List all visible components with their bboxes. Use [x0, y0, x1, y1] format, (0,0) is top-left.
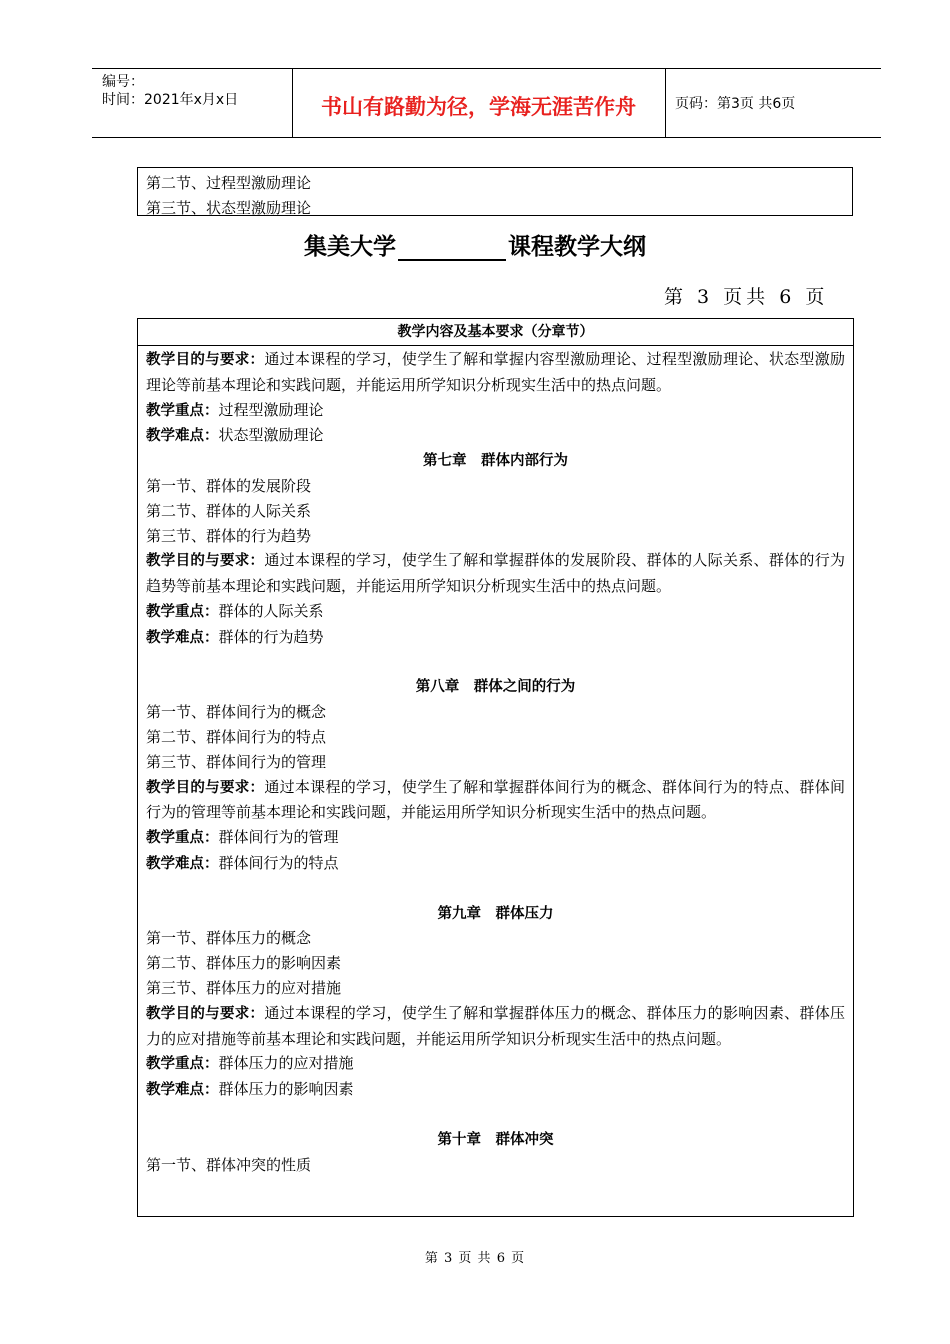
- title-blank: [398, 235, 506, 261]
- chapter-title: 第七章 群体内部行为: [423, 453, 568, 470]
- goal-label: 教学目的与要求：: [146, 352, 265, 368]
- key-point: 教学重点：群体间行为的管理: [146, 828, 339, 847]
- page-count: 第 3 页共 6 页: [664, 286, 829, 308]
- document-header: [92, 68, 881, 138]
- key-point: 教学重点：过程型激励理论: [146, 400, 324, 419]
- continuation-box: [137, 167, 853, 216]
- goal-paragraph: 教学目的与要求：通过本课程的学习，使学生了解和掌握群体间行为的概念、群体间行为的特点、群体间行为的管理等前基本理论和实践问题，并能运用所学知识分析现实生活中的热点问题。: [146, 777, 845, 822]
- chapter-title: 第九章 群体压力: [437, 905, 554, 922]
- goal-paragraph: 教学目的与要求：通过本课程的学习，使学生了解和掌握群体压力的概念、群体压力的影响因素、群体压力的应对措施等前基本理论和实践问题，并能运用所学知识分析现实生活中的热点问题。: [146, 1003, 845, 1048]
- difficulty-point: 教学难点：群体压力的影响因素: [146, 1080, 354, 1099]
- page-title: [0, 228, 950, 261]
- section-line: 第三节、群体压力的应对措施: [146, 978, 342, 997]
- title-right: 课程教学大纲: [508, 234, 646, 260]
- section-line: 第三节、状态型激励理论: [146, 198, 312, 217]
- section-line: 第一节、群体的发展阶段: [146, 476, 312, 495]
- table-body: [138, 346, 853, 1177]
- key-point: 教学重点：群体的人际关系: [146, 601, 324, 620]
- number-label: 编号：: [102, 74, 144, 90]
- time-label: 时间：2021年x月x日: [102, 92, 239, 108]
- spacer: [146, 1103, 845, 1128]
- header-page-label: 页码：第3页 共6页: [675, 96, 796, 112]
- section-line: 第一节、群体压力的概念: [146, 929, 312, 948]
- section-line: 第一节、群体冲突的性质: [146, 1155, 312, 1174]
- difficulty-point: 教学难点：状态型激励理论: [146, 426, 324, 445]
- table-header: 教学内容及基本要求（分章节）: [138, 319, 853, 346]
- page-footer: 第 3 页 共 6 页: [424, 1251, 526, 1266]
- section-line: 第二节、过程型激励理论: [146, 174, 312, 192]
- key-point: 教学重点：群体压力的应对措施: [146, 1054, 354, 1073]
- section-line: 第三节、群体间行为的管理: [146, 752, 327, 771]
- section-line: 第二节、群体压力的影响因素: [146, 954, 342, 973]
- section-line: 第一节、群体间行为的概念: [146, 703, 327, 722]
- header-motto: 书山有路勤为径，学海无涯苦作舟: [321, 95, 636, 119]
- content-table: [137, 318, 854, 1217]
- spacer: [146, 651, 845, 676]
- chapter-title: 第十章 群体冲突: [437, 1131, 554, 1148]
- spacer: [146, 877, 845, 902]
- goal-paragraph: 教学目的与要求：通过本课程的学习，使学生了解和掌握群体的发展阶段、群体的人际关系、群体的行为趋势等前基本理论和实践问题，并能运用所学知识分析现实生活中的热点问题。: [146, 551, 845, 596]
- header-divider: [665, 69, 666, 137]
- goal-paragraph: [146, 347, 845, 398]
- section-line: 第二节、群体的人际关系: [146, 501, 312, 520]
- title-left: 集美大学: [304, 234, 396, 260]
- goal-text: 通过本课程的学习，使学生了解和掌握内容型激励理论、过程型激励理论、状态型激励理论等前基本理论和实践问题，并能运用所学知识分析现实生活中的热点问题。: [146, 350, 845, 394]
- header-meta: [102, 73, 238, 109]
- difficulty-point: 教学难点：群体间行为的特点: [146, 853, 339, 872]
- section-line: 第二节、群体间行为的特点: [146, 727, 327, 746]
- chapter-title: 第八章 群体之间的行为: [415, 679, 576, 696]
- difficulty-point: 教学难点：群体的行为趋势: [146, 627, 324, 646]
- section-line: 第三节、群体的行为趋势: [146, 526, 312, 545]
